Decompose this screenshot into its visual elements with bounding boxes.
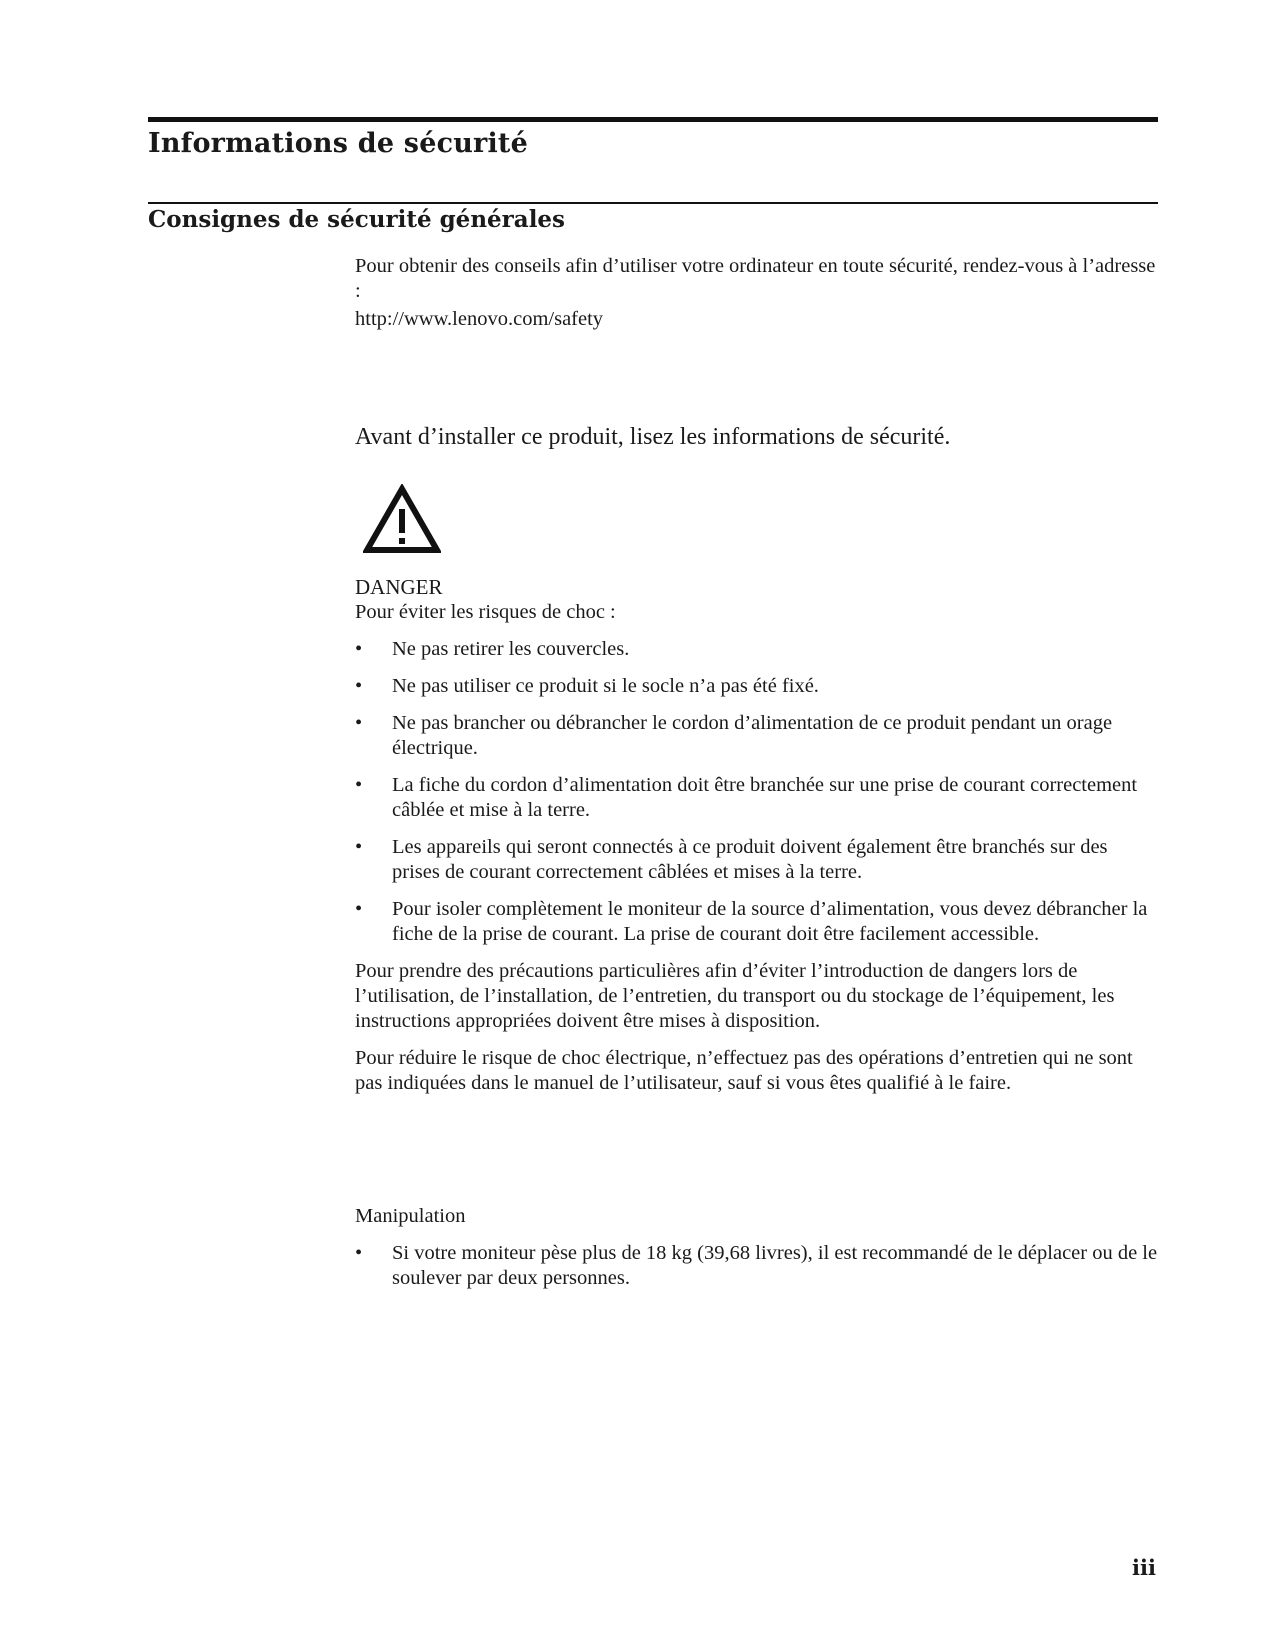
list-item-text: Ne pas brancher ou débrancher le cordon d’alimentation de ce produit pendant un orage électrique. xyxy=(392,712,1113,759)
bullet-symbol: • xyxy=(355,638,363,660)
subheading-rule xyxy=(148,202,1158,204)
warning-triangle-icon xyxy=(363,484,441,556)
page-title: Informations de sécurité xyxy=(148,128,528,159)
handling-title: Manipulation xyxy=(355,1205,466,1227)
page-number: iii xyxy=(1132,1555,1156,1580)
bullet-symbol: • xyxy=(355,675,363,697)
list-item-text: Ne pas retirer les couvercles. xyxy=(392,638,630,660)
list-item xyxy=(355,637,1160,662)
danger-block xyxy=(355,575,1160,1108)
intro-block xyxy=(355,254,1160,332)
list-item-text: La fiche du cordon d’alimentation doit être branchée sur une prise de courant correctement câblée et mise à la terre. xyxy=(392,774,1138,821)
precaution-paragraph: Pour prendre des précautions particulières afin d’éviter l’introduction de dangers lors de l’utilisation, de l’installation, de l’entretien, du transport ou du stockage de l’équipement, les instructions appropriées doivent être mises à disposition. xyxy=(355,960,1115,1032)
danger-intro: Pour éviter les risques de choc : xyxy=(355,601,616,623)
bullet-symbol: • xyxy=(355,1242,363,1264)
list-item-text: Si votre moniteur pèse plus de 18 kg (39,68 livres), il est recommandé de le déplacer ou de le soulever par deux personnes. xyxy=(392,1242,1158,1289)
list-item-text: Pour isoler complètement le moniteur de la source d’alimentation, vous devez débrancher la fiche de la prise de courant. La prise de courant doit être facilement accessible. xyxy=(392,898,1148,945)
lead-text xyxy=(355,422,1160,452)
safety-url-link[interactable]: http://www.lenovo.com/safety xyxy=(355,308,604,330)
list-item xyxy=(355,897,1160,947)
intro-text: Pour obtenir des conseils afin d’utiliser votre ordinateur en toute sécurité, rendez-vous à l’adresse : xyxy=(355,255,1156,302)
section-title: Consignes de sécurité générales xyxy=(148,206,566,233)
bullet-symbol: • xyxy=(355,836,363,858)
list-item xyxy=(355,711,1160,761)
list-item xyxy=(355,835,1160,885)
handling-list xyxy=(355,1241,1160,1291)
bullet-symbol: • xyxy=(355,774,363,796)
list-item xyxy=(355,674,1160,699)
danger-list xyxy=(355,637,1160,947)
list-item xyxy=(355,773,1160,823)
shock-risk-paragraph: Pour réduire le risque de choc électrique, n’effectuez pas des opérations d’entretien qui ne sont pas indiquées dans le manuel de l’utilisateur, sauf si vous êtes qualifié à le faire. xyxy=(355,1047,1133,1094)
list-item xyxy=(355,1241,1160,1291)
lead-paragraph: Avant d’installer ce produit, lisez les informations de sécurité. xyxy=(355,424,951,450)
list-item-text: Ne pas utiliser ce produit si le socle n’a pas été fixé. xyxy=(392,675,819,697)
bullet-symbol: • xyxy=(355,712,363,734)
list-item-text: Les appareils qui seront connectés à ce produit doivent également être branchés sur des prises de courant correctement câblées et mises à la terre. xyxy=(392,836,1108,883)
heading-rule xyxy=(148,117,1158,122)
danger-label: DANGER xyxy=(355,575,443,599)
handling-block xyxy=(355,1204,1160,1303)
bullet-symbol: • xyxy=(355,898,363,920)
